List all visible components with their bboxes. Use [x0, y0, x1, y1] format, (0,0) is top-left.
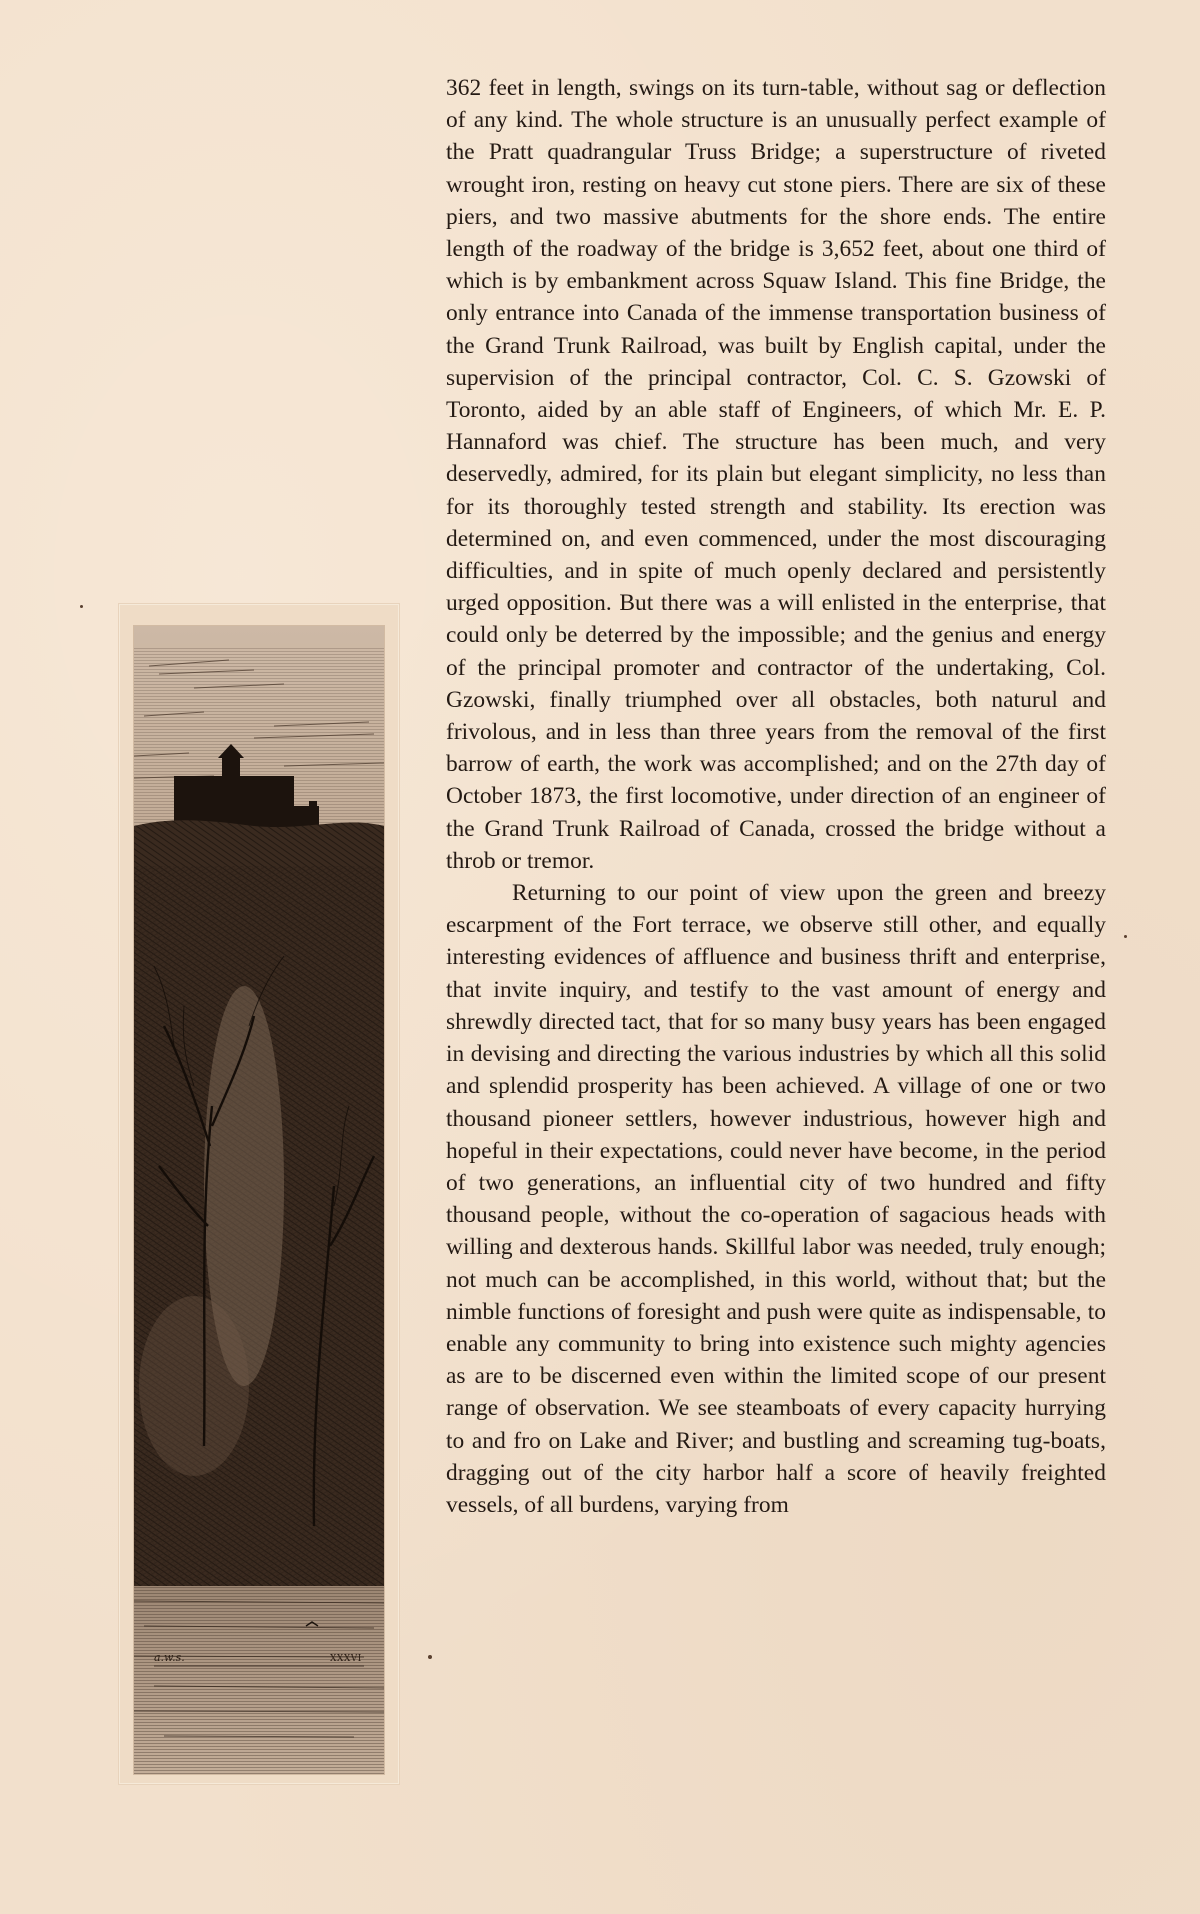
paragraph-1: 362 feet in length, swings on its turn-table, without sag or deflection of any kind. The whole structure is an unusually perfect example of the Pratt quadrangular Truss Bridge; a superstructure of riveted wrought iron, resting on heavy cut stone piers. There are six of these piers, and two massive abutments for the shore ends. The entire length of the roadway of the bridge is 3,652 feet, about one third of which is by embankment across Squaw Island. This fine Bridge, the only entrance into Canada of the immense transportation business of the Grand Trunk Railroad, was built by English capital, under the supervision of the principal contractor, Col. C. S. Gzowski of Toronto, aided by an able staff of Engineers, of which Mr. E. P. Hannaford was chief. The structure has been much, and very deservedly, admired, for its plain but elegant simplicity, no less than for its thoroughly tested strength and stability. Its erection was determined on, and even commenced, under the most discouraging difficulties, and in spite of much openly declared and persistently urged opposition. But there was a will enlisted in the enterprise, that could only be deterred by the impossible; and the genius and energy of the principal promoter and contractor of the undertaking, Col. Gzowski, finally triumphed over all obstacles, both naturul and frivolous, and in less than three years from the removal of the first barrow of earth, the work was accomplished; and on the 27th day of October 1873, the first locomotive, under direction of an engineer of the Grand Trunk Railroad of Canada, crossed the bridge without a throb or tremor. — [446, 75, 1106, 874]
page-speck — [80, 605, 83, 608]
etching-illustration — [133, 625, 385, 1775]
main-text — [446, 72, 1106, 1521]
plate-numeral: XXXVI — [330, 1654, 362, 1664]
page-speck — [1124, 935, 1127, 938]
paragraph-2: Returning to our point of view upon the green and breezy escarpment of the Fort terrace, we observe still other, and equally interesting evidences of affluence and business thrift and enterprise, that invite inquiry, and testify to the vast amount of energy and shrewdly directed tact, that for so many busy years has been engaged in devising and directing the various industries by which all this solid and splendid prosperity has been achieved. A village of one or two thousand pioneer settlers, however industrious, however high and hopeful in their expectations, could never have become, in the period of two generations, an influential city of two hundred and fifty thousand people, without the co-operation of sagacious heads with willing and dexterous hands. Skillful labor was needed, truly enough; not much can be accomplished, in this world, without that; but the nimble functions of foresight and push were quite as indispensable, to enable any community to bring into existence such mighty agencies as are to be discerned even within the limited scope of our present range of observation. We see steamboats of every capacity hurrying to and fro on Lake and River; and bustling and screaming tug-boats, dragging out of the city harbor half a score of heavily freighted vessels, of all burdens, varying from — [446, 880, 1106, 1518]
plate-monogram: a.w.s. — [154, 1651, 185, 1664]
etching-drawing — [134, 626, 384, 1774]
page-speck — [428, 1655, 432, 1659]
